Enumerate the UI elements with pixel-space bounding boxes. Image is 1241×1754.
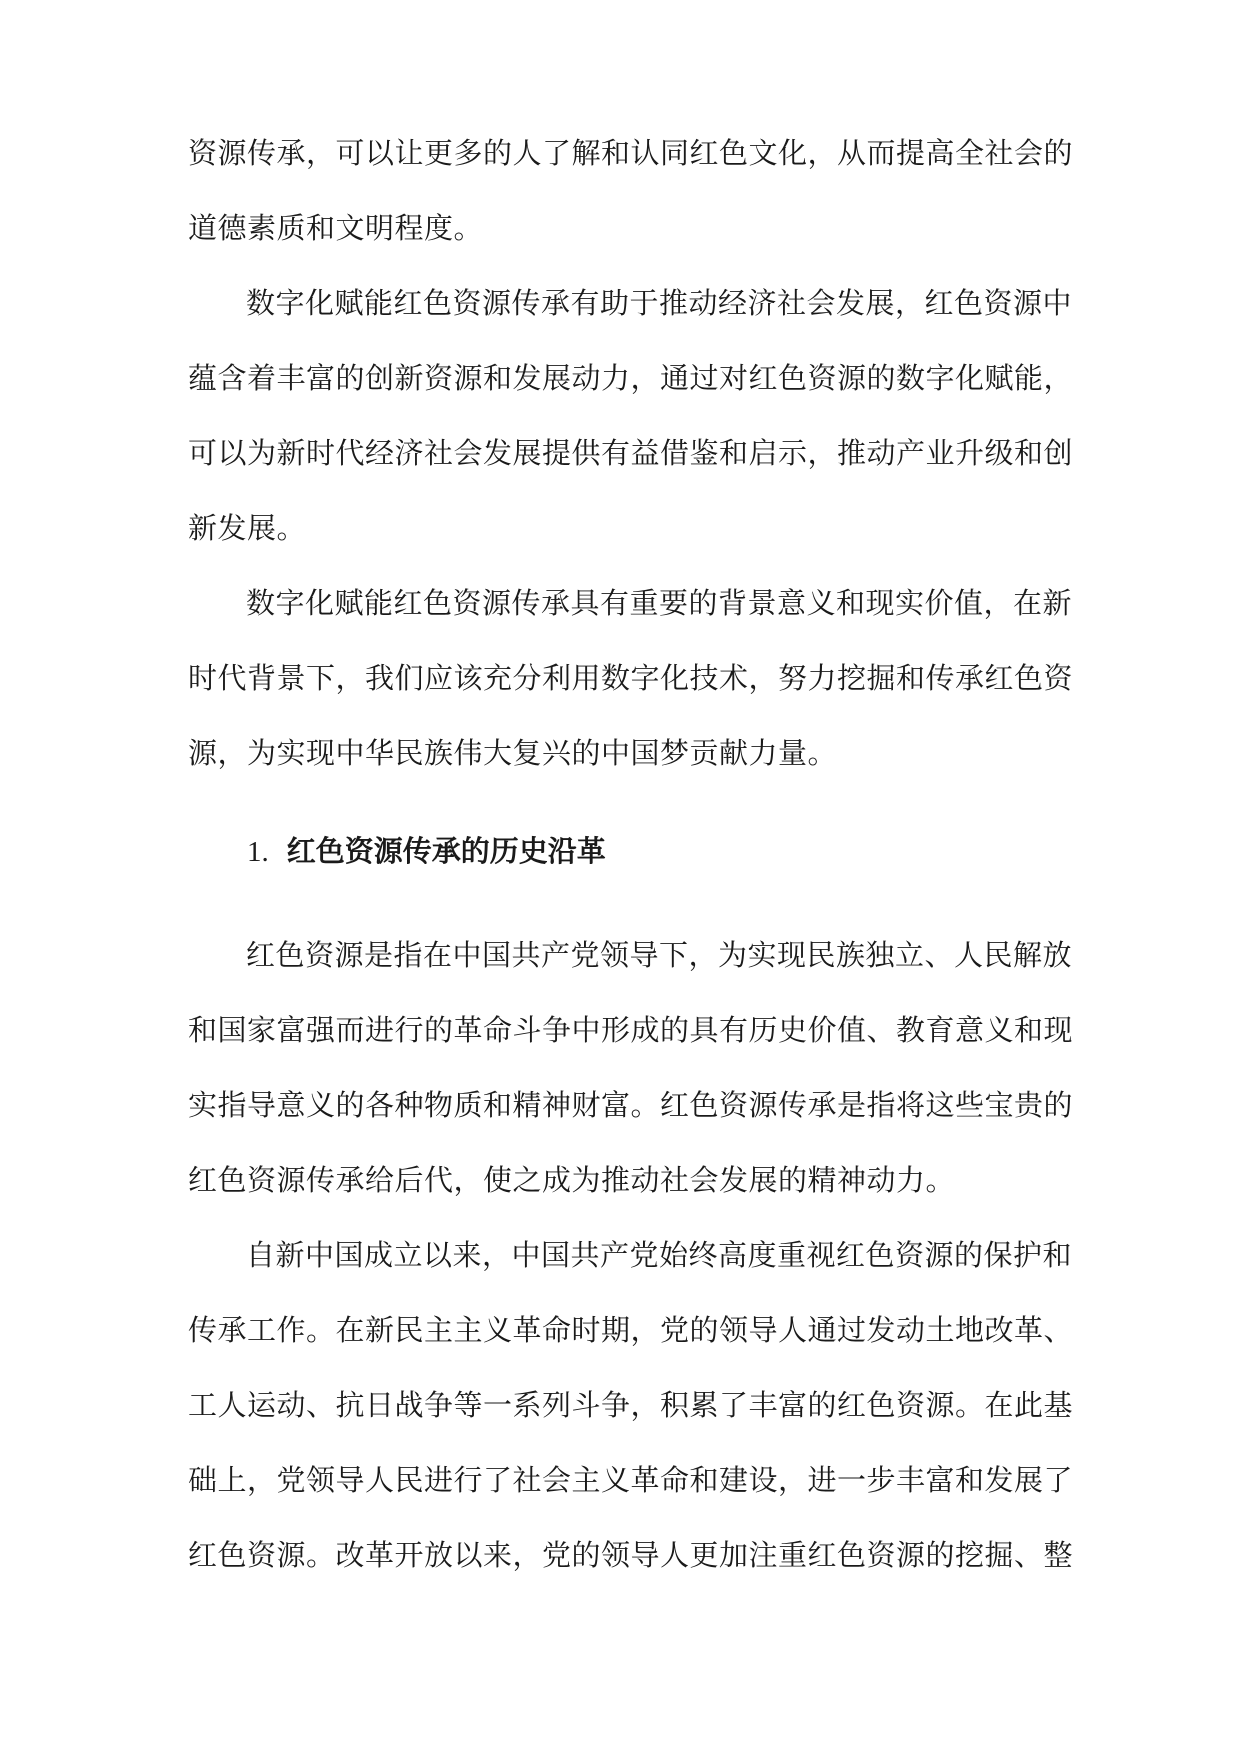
- paragraph-line: 可以为新时代经济社会发展提供有益借鉴和启示，推动产业升级和创: [188, 436, 1074, 470]
- paragraph-line: 础上，党领导人民进行了社会主义革命和建设，进一步丰富和发展了: [188, 1463, 1074, 1497]
- paragraph-line: 源，为实现中华民族伟大复兴的中国梦贡献力量。: [188, 736, 838, 770]
- paragraph-line: 资源传承，可以让更多的人了解和认同红色文化，从而提高全社会的: [188, 136, 1074, 170]
- paragraph-line: 红色资源是指在中国共产党领导下，为实现民族独立、人民解放: [246, 938, 1073, 972]
- paragraph-line: 道德素质和文明程度。: [188, 211, 484, 245]
- paragraph-line: 实指导意义的各种物质和精神财富。红色资源传承是指将这些宝贵的: [188, 1088, 1074, 1122]
- paragraph-line: 和国家富强而进行的革命斗争中形成的具有历史价值、教育意义和现: [188, 1013, 1074, 1047]
- paragraph-line: 数字化赋能红色资源传承有助于推动经济社会发展，红色资源中: [246, 286, 1073, 320]
- paragraph-5: [188, 1218, 1074, 1593]
- paragraph-1: [188, 116, 1074, 266]
- paragraph-line: 传承工作。在新民主主义革命时期，党的领导人通过发动土地改革、: [188, 1313, 1074, 1347]
- paragraph-line: 数字化赋能红色资源传承具有重要的背景意义和现实价值，在新: [246, 586, 1073, 620]
- paragraph-3: [188, 566, 1074, 791]
- paragraph-line: 工人运动、抗日战争等一系列斗争，积累了丰富的红色资源。在此基: [188, 1388, 1074, 1422]
- paragraph-line: 时代背景下，我们应该充分利用数字化技术，努力挖掘和传承红色资: [188, 661, 1074, 695]
- paragraph-line: 红色资源传承给后代，使之成为推动社会发展的精神动力。: [188, 1163, 956, 1197]
- paragraph-line: 蕴含着丰富的创新资源和发展动力，通过对红色资源的数字化赋能，: [188, 361, 1074, 395]
- section-heading: [247, 831, 606, 872]
- section-title: 红色资源传承的历史沿革: [286, 834, 606, 868]
- paragraph-line: 红色资源。改革开放以来，党的领导人更加注重红色资源的挖掘、整: [188, 1538, 1074, 1572]
- paragraph-line: 自新中国成立以来，中国共产党始终高度重视红色资源的保护和: [246, 1238, 1073, 1272]
- paragraph-4: [188, 918, 1074, 1218]
- section-number: 1.: [247, 836, 269, 868]
- paragraph-line: 新发展。: [188, 511, 307, 545]
- paragraph-2: [188, 266, 1074, 566]
